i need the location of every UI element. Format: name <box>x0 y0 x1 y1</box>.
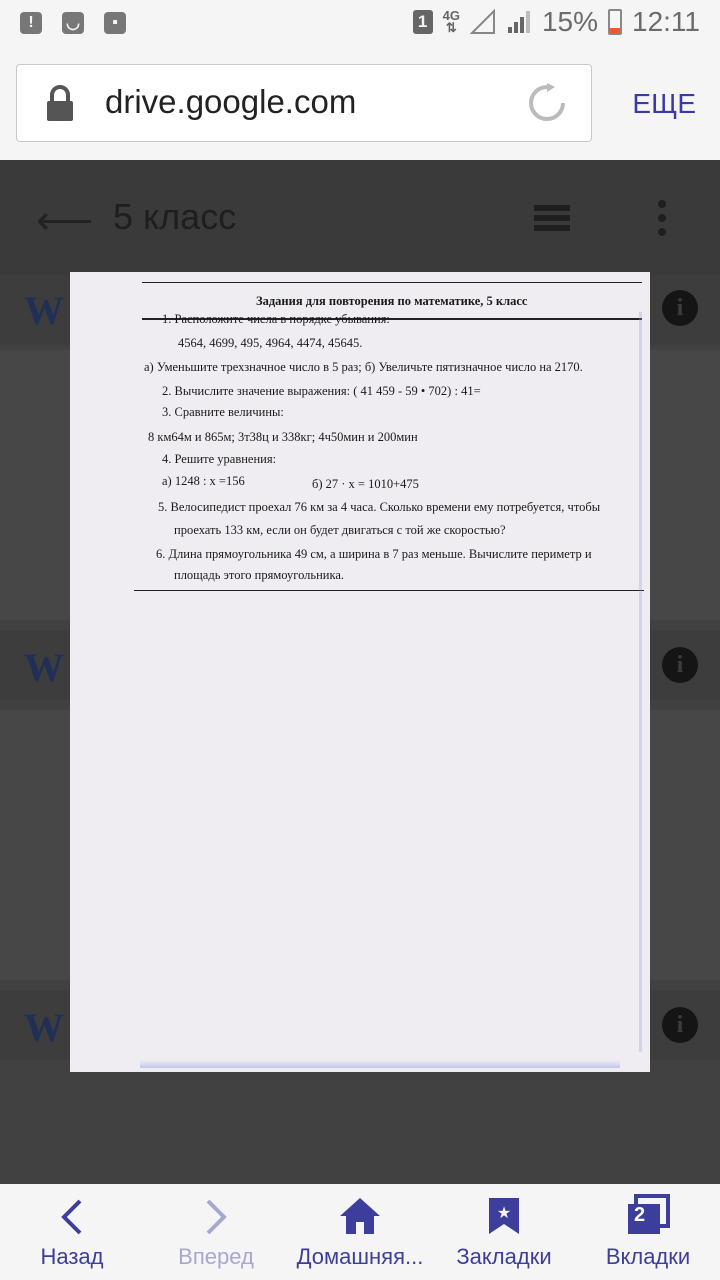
info-icon[interactable]: i <box>662 1007 698 1043</box>
task-line: 4564, 4699, 495, 4964, 4474, 45645. <box>178 336 363 350</box>
word-file-icon: W <box>24 288 64 333</box>
alert-icon: ! <box>20 12 42 34</box>
task-line: 1. Расположите числа в порядке убывания: <box>162 312 390 326</box>
bottom-navigation <box>0 1184 720 1280</box>
status-bar <box>0 0 720 50</box>
svg-text:★: ★ <box>496 1203 512 1222</box>
signal-icon <box>470 9 496 35</box>
clock: 12:11 <box>632 6 700 37</box>
bookmark-icon <box>487 1196 521 1236</box>
folder-title: 5 класс <box>113 196 237 237</box>
drive-viewer <box>0 160 720 1184</box>
shopping-bag-icon: ◡ <box>62 12 84 34</box>
nav-forward-label: Вперед <box>178 1244 254 1269</box>
battery-percent: 15% <box>541 6 598 37</box>
task-line: а) 1248 : x =156 <box>162 474 245 488</box>
more-vert-icon[interactable] <box>658 200 668 242</box>
info-icon[interactable]: i <box>662 647 698 683</box>
sim-icon: 1 <box>413 10 433 34</box>
chevron-right-icon <box>202 1198 230 1236</box>
task-line: б) 27 · x = 1010+475 <box>312 477 419 491</box>
task-line: а) Уменьшите трехзначное число в 5 раз; б) Увеличьте пятизначное число на 2170. <box>144 360 583 374</box>
home-icon <box>338 1196 382 1236</box>
task-line: 2. Вычислите значение выражения: ( 41 459 - 59 • 702) : 41= <box>162 384 481 398</box>
nav-tabs-button[interactable] <box>596 1184 700 1280</box>
info-icon[interactable]: i <box>662 290 698 326</box>
word-file-icon: W <box>24 645 64 690</box>
task-line: 8 км64м и 865м; 3т38ц и 338кг; 4ч50мин и 200мин <box>148 430 418 444</box>
list-view-icon[interactable] <box>534 205 570 231</box>
drive-header <box>0 160 720 275</box>
url-text[interactable]: drive.google.com <box>105 83 357 120</box>
network-type: 4G ⇅ <box>442 8 460 35</box>
battery-icon <box>608 9 622 35</box>
image-icon: ▪ <box>104 12 126 34</box>
nav-home-button[interactable] <box>288 1184 432 1280</box>
tab-count: 2 <box>634 1204 646 1226</box>
nav-back-label: Назад <box>40 1244 104 1269</box>
task-line: проехать 133 км, если он будет двигаться с той же скоростью? <box>174 523 506 537</box>
browser-toolbar <box>0 50 720 160</box>
nav-home-label: Домашняя... <box>296 1244 424 1269</box>
nav-forward-button[interactable] <box>166 1184 266 1280</box>
nav-tabs-label: Вкладки <box>605 1244 691 1269</box>
word-file-icon: W <box>24 1005 64 1050</box>
nav-back-button[interactable] <box>22 1184 122 1280</box>
task-line: 3. Сравните величины: <box>162 405 284 419</box>
lock-icon <box>45 85 75 123</box>
chevron-left-icon <box>58 1198 86 1236</box>
address-bar[interactable] <box>16 64 592 142</box>
document-preview <box>70 272 650 1072</box>
back-arrow-icon[interactable]: ⟵ <box>36 199 94 243</box>
tabs-icon <box>626 1194 670 1236</box>
task-line: площадь этого прямоугольника. <box>174 568 345 582</box>
nav-bookmarks-label: Закладки <box>456 1244 552 1269</box>
task-line: 5. Велосипедист проехал 76 км за 4 часа. Сколько времени ему потребуется, чтобы <box>158 500 601 514</box>
nav-bookmarks-button[interactable] <box>448 1184 560 1280</box>
document-title: Задания для повторения по математике, 5 класс <box>256 294 528 308</box>
signal-strength-icon <box>506 9 532 35</box>
reload-icon[interactable] <box>527 83 567 123</box>
more-menu-button[interactable]: ЕЩЕ <box>632 88 696 119</box>
task-line: 6. Длина прямоугольника 49 см, а ширина в 7 раз меньше. Вычислите периметр и <box>156 547 592 561</box>
task-line: 4. Решите уравнения: <box>162 452 277 466</box>
